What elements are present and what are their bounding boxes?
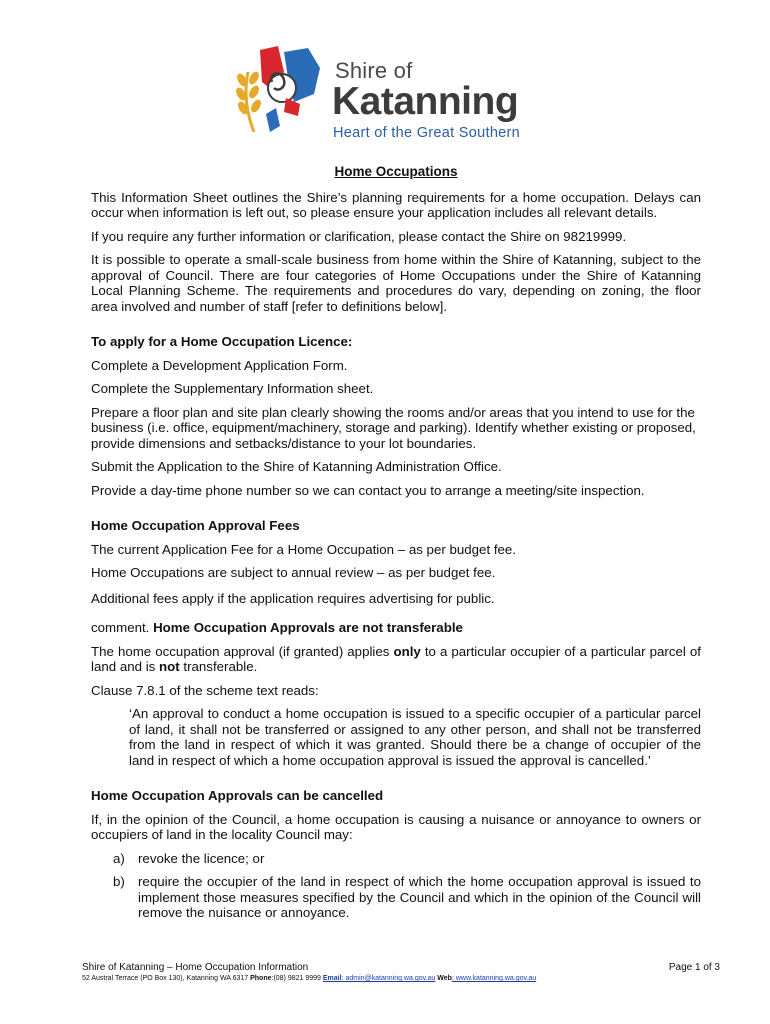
- transfer-emphasis-only: only: [393, 643, 421, 659]
- apply-step: Complete a Development Application Form.: [91, 357, 348, 373]
- section-heading-fees: Home Occupation Approval Fees: [91, 518, 300, 533]
- transfer-text: The home occupation approval (if granted) applies: [91, 643, 394, 659]
- section-heading-transfer: Home Occupation Approvals are not transferable: [153, 620, 463, 635]
- footer-email-label[interactable]: Email: [322, 975, 342, 982]
- section-heading-apply: To apply for a Home Occupation Licence:: [91, 334, 353, 349]
- page-footer: [82, 962, 720, 982]
- intro-paragraph: It is possible to operate a small-scale business from home within the Shire of Katanning, subject to the approval of Council. There are four categories of Home Occupations under the Shire of Katanning Local Planning Scheme. The requirements and procedures do vary, depending on zoning, the floor area involved and number of staff [refer to definitions below].: [91, 252, 701, 314]
- list-item-label: a): [113, 850, 125, 866]
- apply-step: Submit the Application to the Shire of Katanning Administration Office.: [91, 459, 502, 474]
- transfer-text: transferable.: [179, 659, 258, 674]
- document-body: [91, 164, 701, 929]
- logo-tagline: Heart of the Great Southern: [333, 125, 521, 141]
- footer-title: Shire of Katanning – Home Occupation Information: [82, 962, 309, 973]
- footer-phone: :(08) 9821 9999: [271, 975, 323, 982]
- cancel-options-list: [91, 851, 701, 921]
- footer-web-link[interactable]: : www.katanning.wa.gov.au: [451, 975, 537, 982]
- footer-phone-label: Phone: [250, 975, 272, 982]
- comment-prefix: comment.: [91, 620, 154, 635]
- page-number: Page 1 of 3: [668, 962, 720, 973]
- footer-email-link[interactable]: : admin@katanning.wa.gov.au: [341, 975, 436, 982]
- list-item: [91, 851, 701, 867]
- document-title: Home Occupations: [334, 164, 458, 179]
- apply-step: Complete the Supplementary Information sheet.: [91, 381, 374, 396]
- clause-quote: ‘An approval to conduct a home occupation is issued to a specific occupier of a particular parcel of land, it shall not be transferred or assigned to any other person, and shall not be transferred from the land in respect of which it was granted. Should there be a change of occupier of the land in respect of which a home occupation approval is issued the approval is cancelled.’: [129, 706, 701, 768]
- apply-step: Prepare a floor plan and site plan clearly showing the rooms and/or areas that you intend to use for the business (i.e. office, equipment/machinery, storage and parking). Identify whether existing or proposed, provide dimensions and setbacks/distance to your lot boundaries.: [91, 404, 696, 451]
- footer-contact: [82, 975, 720, 982]
- fee-item: Home Occupations are subject to annual review – as per budget fee.: [91, 565, 496, 580]
- transfer-emphasis-not: not: [159, 659, 180, 674]
- transfer-text: to a particular occupier of a particular parcel of land and is: [91, 643, 701, 674]
- fee-item: Additional fees apply if the application requires advertising for public.: [91, 590, 495, 606]
- logo-line-shire-of: Shire of: [335, 58, 413, 83]
- list-item-text: require the occupier of the land in respect of which the home occupation approval is issued to implement those measures specified by the Council and which in the opinion of the Council will remove the nuisance or annoyance.: [138, 874, 701, 920]
- comment-line: [91, 620, 701, 636]
- shire-emblem-icon: [228, 42, 328, 138]
- list-item-label: b): [113, 874, 125, 889]
- list-item-text: revoke the licence; or: [138, 850, 265, 866]
- footer-address: 52 Austral Terrace (PO Box 130), Katanning WA 6317: [82, 975, 251, 982]
- fee-item: The current Application Fee for a Home Occupation – as per budget fee.: [91, 541, 517, 557]
- transfer-paragraph: [91, 644, 701, 675]
- logo-line-katanning: Katanning: [332, 80, 519, 123]
- list-item: [91, 874, 701, 921]
- intro-paragraph: If you require any further information or clarification, please contact the Shire on 98219999.: [91, 228, 627, 244]
- footer-web-label: Web: [435, 975, 452, 982]
- apply-step: Provide a day-time phone number so we can contact you to arrange a meeting/site inspection.: [91, 482, 645, 498]
- intro-paragraph: This Information Sheet outlines the Shire’s planning requirements for a home occupation. Delays can occur when information is left out, so please ensure your application includes all relevant details.: [91, 189, 701, 220]
- shire-logo: [228, 42, 568, 148]
- cancel-intro: If, in the opinion of the Council, a home occupation is causing a nuisance or annoyance to owners or occupiers of land in the locality Council may:: [91, 811, 701, 842]
- clause-reference: Clause 7.8.1 of the scheme text reads:: [91, 682, 319, 698]
- section-heading-cancel: Home Occupation Approvals can be cancelled: [91, 788, 384, 803]
